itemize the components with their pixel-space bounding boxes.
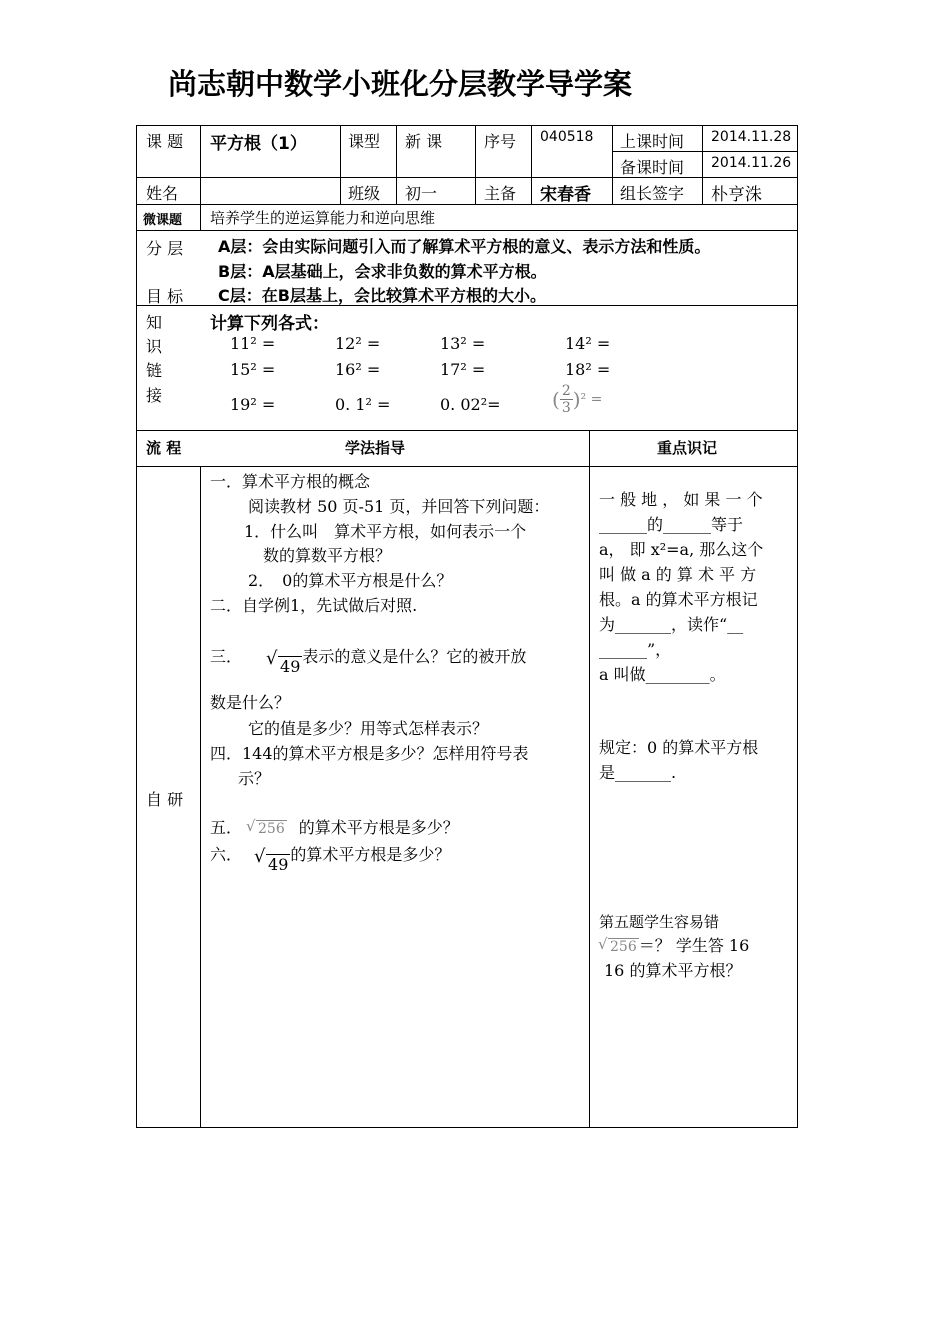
- shangke-value: 2014.11.28: [711, 129, 792, 145]
- keti-value: 平方根（1）: [210, 134, 307, 154]
- note-line-2: ______的______等于: [599, 515, 744, 534]
- guide-line-3: 1．什么叫 算术平方根，如何表示一个: [244, 522, 527, 541]
- flow-label: 流 程: [146, 439, 182, 457]
- banji-label: 班级: [348, 184, 381, 203]
- note-line-1: 一 般 地 ， 如 果 一 个: [599, 490, 763, 509]
- sqrt-49: √ 49: [266, 648, 301, 676]
- note-line-13: 16 的算术平方根？: [604, 961, 742, 980]
- layer-a: A层：会由实际问题引入而了解算术平方根的意义、表示方法和性质。: [218, 237, 711, 256]
- guide-line-8: 数是什么？: [210, 693, 291, 712]
- sqrt-256: √ 256: [246, 817, 285, 837]
- guide-line-6: 二．自学例1，先试做后对照.: [210, 596, 418, 615]
- calc-16: 16² =: [335, 360, 381, 379]
- zhubei-label: 主备: [484, 184, 517, 203]
- guide-line-4: 数的算数平方根？: [263, 546, 392, 565]
- guide-line-1: 一．算术平方根的概念: [210, 472, 371, 491]
- kexing-value: 新 课: [405, 132, 443, 151]
- calc-11: 11² =: [230, 334, 276, 353]
- calc-13: 13² =: [440, 334, 486, 353]
- zhubei-value: 宋春香: [540, 185, 591, 205]
- guide-line-7: 三． √ 49表示的意义是什么？它的被开放: [210, 644, 526, 669]
- weike-value: 培养学生的逆运算能力和逆向思维: [210, 209, 436, 227]
- calc-01: 0. 1² =: [335, 395, 391, 414]
- zixian-label: 自 研: [146, 790, 184, 809]
- calc-002: 0. 02²=: [440, 395, 501, 414]
- knowledge-label-2: 识: [146, 337, 163, 356]
- note-line-3: a， 即 x²=a, 那么这个: [599, 540, 764, 559]
- guide-line-13: 六． √ 49的算术平方根是多少？: [210, 842, 450, 867]
- guide-line-2: 阅读教材 50 页-51 页，并回答下列问题：: [248, 497, 550, 516]
- guide-line-9: 它的值是多少？用等式怎样表示？: [248, 719, 489, 738]
- calc-19: 19² =: [230, 395, 276, 414]
- layer-c: C层：在B层基上，会比较算术平方根的大小。: [218, 286, 546, 305]
- weike-label: 微课题: [143, 213, 183, 228]
- layers-label-bottom: 目 标: [146, 287, 184, 306]
- notes-header: 重点识记: [657, 439, 718, 457]
- note-line-4: 叫 做 a 的 算 术 平 方: [599, 565, 757, 584]
- calc-15: 15² =: [230, 360, 276, 379]
- note-line-10: 是_______.: [599, 763, 677, 782]
- layer-b: B层：A层基础上，会求非负数的算术平方根。: [218, 262, 547, 281]
- sqrt-256-note: √ 256: [598, 935, 637, 955]
- guide-header: 学法指导: [345, 439, 406, 457]
- xuhao-label: 序号: [484, 132, 517, 151]
- zuzhang-label: 组长签字: [620, 184, 685, 203]
- xuhao-value: 040518: [540, 129, 594, 145]
- beike-label: 备课时间: [620, 158, 685, 177]
- note-line-7: ______”，: [599, 640, 672, 659]
- keti-label: 课 题: [146, 132, 184, 151]
- layers-label-top: 分 层: [146, 239, 184, 258]
- guide-line-5: 2． 0的算术平方根是什么？: [248, 571, 453, 590]
- guide-line-12: 五． √ 256 的算术平方根是多少？: [210, 815, 459, 842]
- note-line-11: 第五题学生容易错: [599, 913, 720, 931]
- sqrt-49-b: √ 49: [254, 846, 289, 874]
- page-title: 尚志朝中数学小班化分层教学导学案: [167, 67, 632, 101]
- note-line-6: 为_______，读作“__: [599, 615, 744, 634]
- guide-line-10: 四．144的算术平方根是多少？怎样用符号表: [210, 744, 529, 763]
- calc-17: 17² =: [440, 360, 486, 379]
- knowledge-label-3: 链: [146, 361, 163, 380]
- knowledge-label-4: 接: [146, 386, 163, 405]
- kexing-label: 课型: [348, 132, 381, 151]
- name-label: 姓名: [146, 184, 179, 203]
- knowledge-heading: 计算下列各式：: [210, 314, 329, 334]
- note-line-12: √ 256 ＝？ 学生答 16: [599, 933, 749, 960]
- calc-fraction: ( $\frac{2}{3}$ )² =: [552, 383, 603, 416]
- calc-14: 14² =: [565, 334, 611, 353]
- guide-line-11: 示？: [238, 769, 271, 788]
- calc-12: 12² =: [335, 334, 381, 353]
- zuzhang-value: 朴亨洙: [711, 185, 762, 205]
- note-line-5: 根。a 的算术平方根记: [599, 590, 758, 609]
- banji-value: 初一: [405, 184, 438, 203]
- shangke-label: 上课时间: [620, 132, 685, 151]
- calc-18: 18² =: [565, 360, 611, 379]
- knowledge-label-1: 知: [146, 313, 163, 332]
- note-line-8: a 叫做________。: [599, 665, 726, 684]
- note-line-9: 规定：0 的算术平方根: [599, 738, 759, 757]
- beike-value: 2014.11.26: [711, 155, 792, 171]
